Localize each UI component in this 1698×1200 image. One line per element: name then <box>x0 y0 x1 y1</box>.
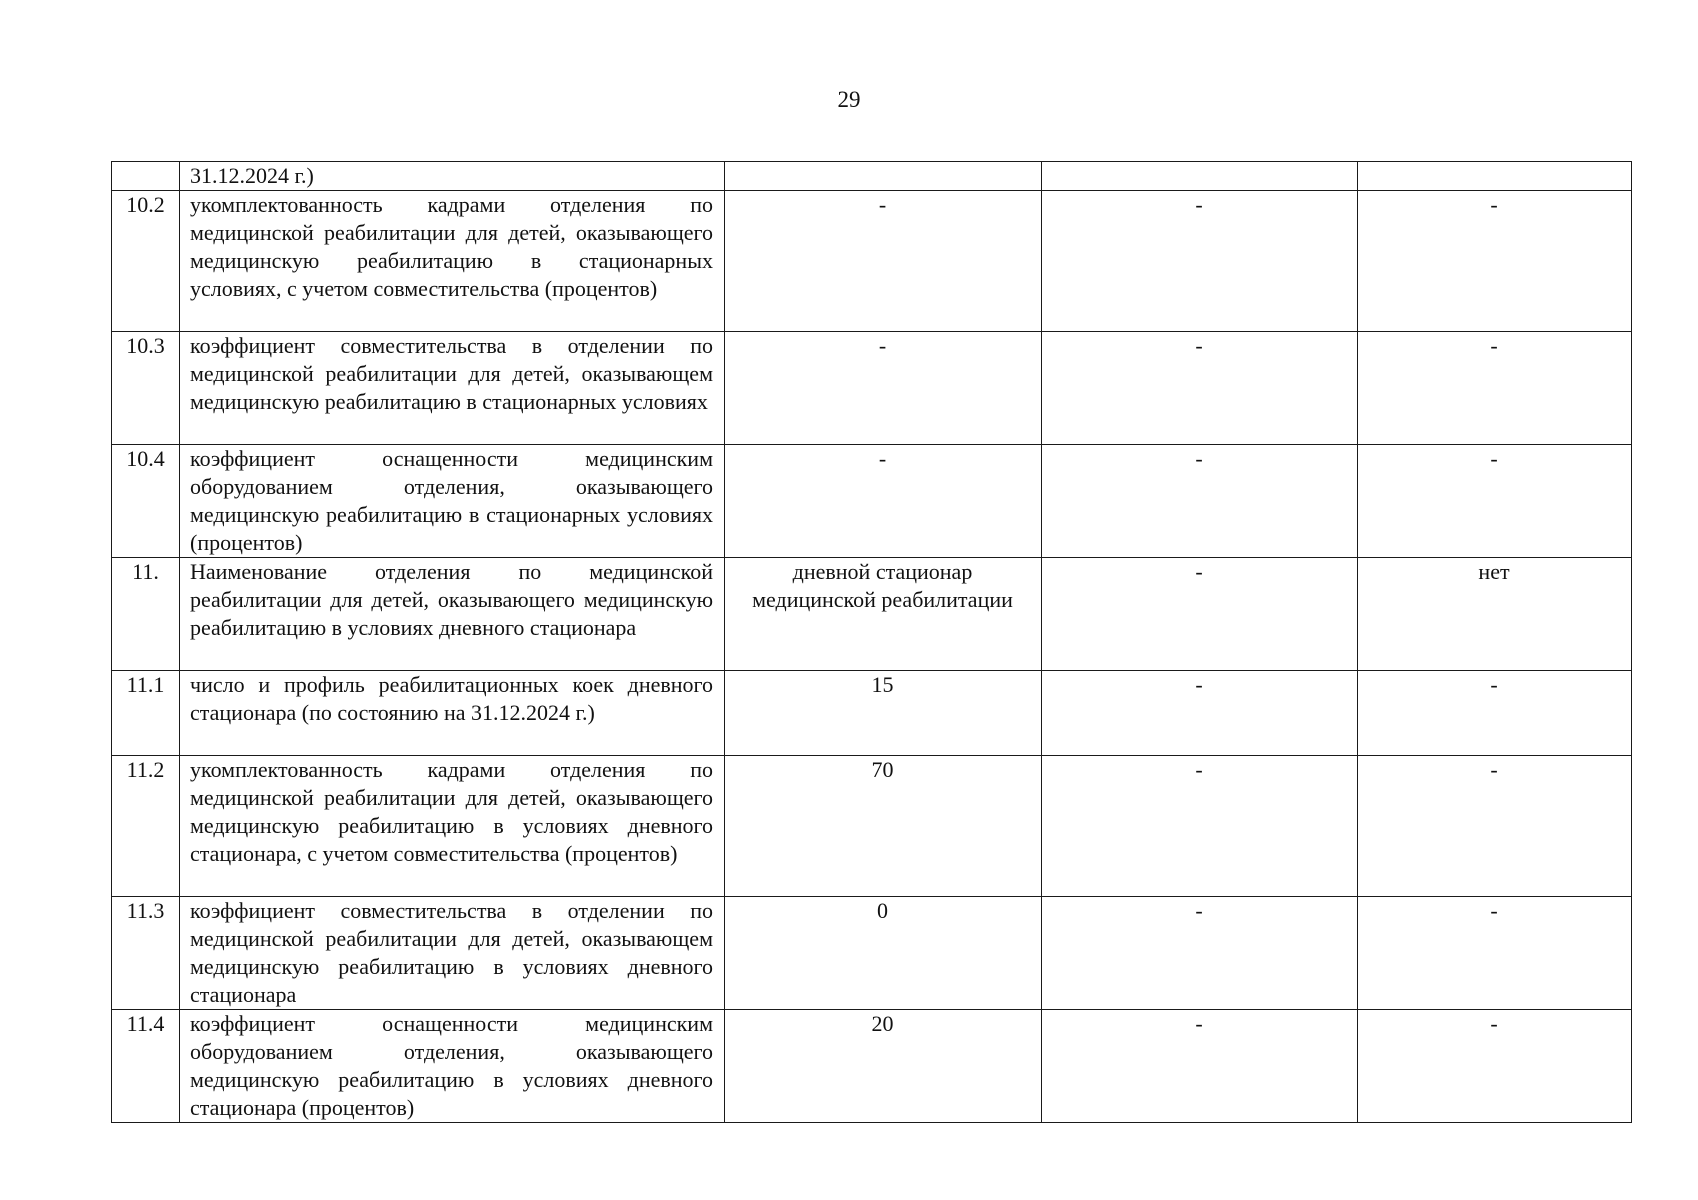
value-col-3: - <box>1358 671 1632 756</box>
value-col-2: - <box>1042 671 1358 756</box>
row-description: коэффициент совместительства в отделении по медицинской реабилитации для детей, оказывающем медицинскую реабилитацию в стационарных условиях <box>180 332 725 445</box>
value-col-2: - <box>1042 558 1358 671</box>
row-number: 11. <box>112 558 180 671</box>
row-number: 11.1 <box>112 671 180 756</box>
value-col-3: - <box>1358 1010 1632 1123</box>
row-number: 11.2 <box>112 756 180 897</box>
value-col-2: - <box>1042 1010 1358 1123</box>
row-number: 10.4 <box>112 445 180 558</box>
table-row <box>112 558 1632 671</box>
value-col-3: нет <box>1358 558 1632 671</box>
row-number: 10.2 <box>112 191 180 332</box>
value-col-2: - <box>1042 897 1358 1010</box>
table-row <box>112 445 1632 558</box>
row-number: 10.3 <box>112 332 180 445</box>
value-col-1 <box>725 162 1042 191</box>
value-col-1: 0 <box>725 897 1042 1010</box>
value-col-1: - <box>725 332 1042 445</box>
value-col-3: - <box>1358 756 1632 897</box>
row-number <box>112 162 180 191</box>
table-row <box>112 756 1632 897</box>
row-description: укомплектованность кадрами отделения по медицинской реабилитации для детей, оказывающего медицинскую реабилитацию в стационарных условиях, с учетом совместительства (процентов) <box>180 191 725 332</box>
value-col-3: - <box>1358 897 1632 1010</box>
table-row <box>112 332 1632 445</box>
row-description: укомплектованность кадрами отделения по медицинской реабилитации для детей, оказывающего медицинскую реабилитацию в условиях дневного стационара, с учетом совместительства (процентов) <box>180 756 725 897</box>
value-col-1: дневной стационар медицинской реабилитации <box>725 558 1042 671</box>
row-description: число и профиль реабилитационных коек дневного стационара (по состоянию на 31.12.2024 г.) <box>180 671 725 756</box>
data-table <box>111 161 1632 1123</box>
row-number: 11.4 <box>112 1010 180 1123</box>
page-number: 29 <box>837 87 861 112</box>
value-col-3: - <box>1358 332 1632 445</box>
row-description: коэффициент оснащенности медицинским оборудованием отделения, оказывающего медицинскую реабилитацию в условиях дневного стационара (процентов) <box>180 1010 725 1123</box>
value-col-1: 70 <box>725 756 1042 897</box>
value-col-3 <box>1358 162 1632 191</box>
value-col-1: - <box>725 445 1042 558</box>
table-row <box>112 671 1632 756</box>
table-row <box>112 162 1632 191</box>
row-description: 31.12.2024 г.) <box>180 162 725 191</box>
value-col-3: - <box>1358 191 1632 332</box>
value-col-3: - <box>1358 445 1632 558</box>
value-col-2: - <box>1042 756 1358 897</box>
value-col-2: - <box>1042 332 1358 445</box>
row-description: Наименование отделения по медицинской реабилитации для детей, оказывающего медицинскую реабилитацию в условиях дневного стационара <box>180 558 725 671</box>
row-description: коэффициент совместительства в отделении по медицинской реабилитации для детей, оказывающем медицинскую реабилитацию в условиях дневного стационара <box>180 897 725 1010</box>
value-col-2 <box>1042 162 1358 191</box>
value-col-1: 15 <box>725 671 1042 756</box>
row-description: коэффициент оснащенности медицинским оборудованием отделения, оказывающего медицинскую реабилитацию в стационарных условиях (процентов) <box>180 445 725 558</box>
table-row <box>112 1010 1632 1123</box>
table-row <box>112 191 1632 332</box>
value-col-1: - <box>725 191 1042 332</box>
value-col-2: - <box>1042 191 1358 332</box>
value-col-2: - <box>1042 445 1358 558</box>
row-number: 11.3 <box>112 897 180 1010</box>
value-col-1: 20 <box>725 1010 1042 1123</box>
table-row <box>112 897 1632 1010</box>
